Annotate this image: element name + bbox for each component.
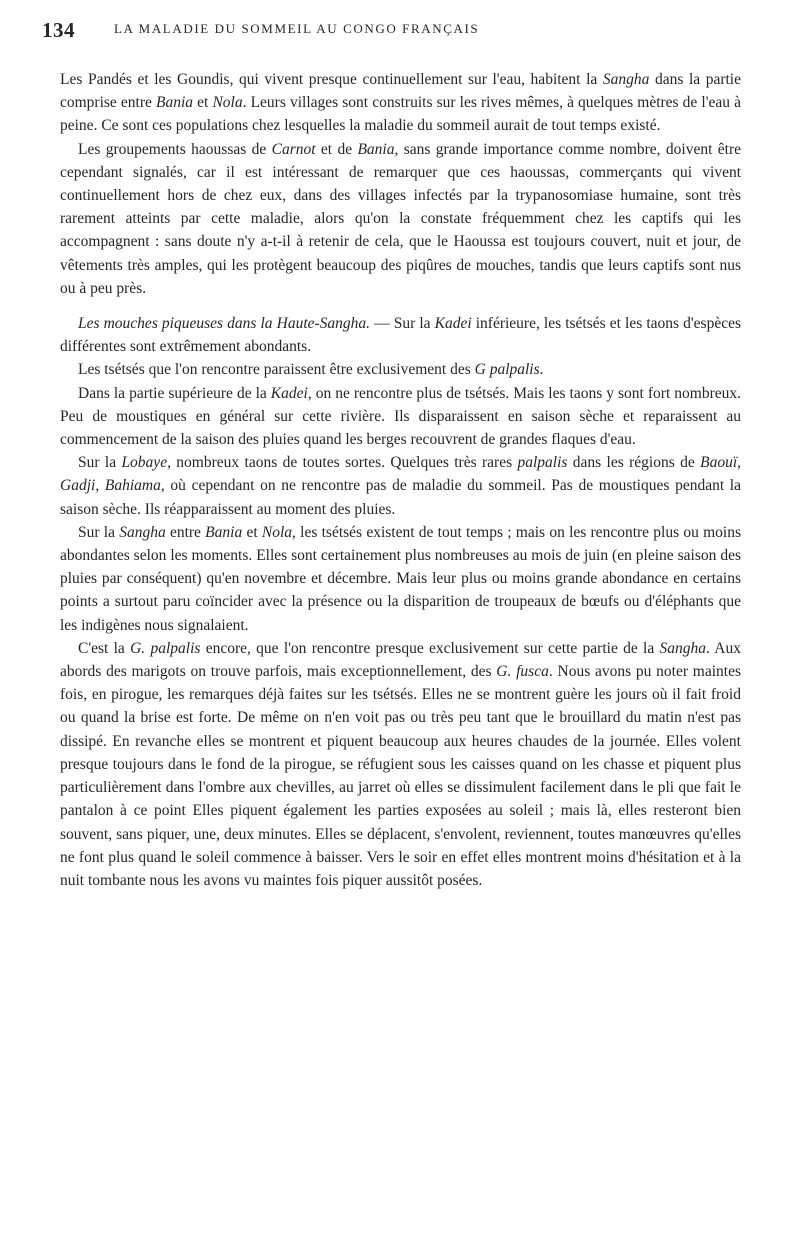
italic-text: Sangha [659, 639, 706, 657]
text-run: , nombreux taons de toutes sortes. Quelques très rares [167, 454, 518, 472]
paragraph [60, 138, 741, 300]
text-run: et [193, 94, 213, 112]
paragraph [60, 521, 741, 637]
text-run: . Aux abords des marigots on trouve parfois, mais exceptionnellement, des [60, 639, 741, 681]
text-run: Sur la [78, 523, 120, 541]
text-run: dans la partie comprise entre [60, 71, 741, 112]
italic-text: Lobaye [121, 454, 168, 472]
italic-text: Baouï [700, 454, 738, 472]
paragraph [60, 68, 741, 138]
text-run: et de [315, 140, 358, 158]
text-run: Les Pandés et les Goundis, qui vivent presque continuellement sur l'eau, habitent la [60, 71, 603, 88]
italic-text: Nola [212, 94, 243, 112]
page-number: 134 [42, 18, 75, 42]
italic-text: Carnot [271, 140, 316, 158]
text-run: Sur la [78, 454, 122, 472]
italic-text: Gadji [60, 477, 96, 495]
italic-text: G. palpalis [130, 639, 201, 657]
italic-text: Bania [205, 523, 243, 541]
italic-text: Bania [357, 140, 395, 158]
text-run: C'est la [78, 639, 131, 657]
text-run: , les tsétsés existent de tout temps ; mais on les rencontre plus ou moins abondantes selon les moments. Elles sont certainement plus nombreuses au mois de juin (en pleine saison des pluies par conséquent) qu'en novembre et décembre. Mais leur plus ou moins grande abondance en certains points a surtout paru coïncider avec la présence ou la disparition de troupeaux de bœufs ou d'éléphants que les indigènes nous signalaient. [60, 523, 741, 634]
text-run: — Sur la [370, 315, 435, 333]
section-paragraph [60, 312, 741, 358]
italic-text: Kadei [434, 315, 472, 333]
italic-text: Nola [261, 523, 293, 541]
text-run: , on ne rencontre plus de tsétsés. Mais les taons y sont fort nombreux. Peu de moustiques en général sur cette rivière. Ils disparaissent en saison sèche et reparaissent au commencement de la saison des pluies quand les berges recouvrent de grandes flaques d'eau. [60, 384, 741, 449]
italic-text: Bahiama [104, 477, 161, 495]
page-body [60, 68, 741, 892]
paragraph [60, 451, 741, 521]
text-run: Les groupements haoussas de [78, 140, 272, 158]
page-header [42, 18, 761, 48]
text-run: , [737, 454, 742, 472]
text-run: . Leurs villages sont construits sur les rives mêmes, à quelques mètres de l'eau à peine. Ce sont ces populations chez lesquelles la maladie du sommeil aurait de tout temps existé. [60, 94, 741, 135]
italic-text: G palpalis [474, 361, 540, 379]
text-run: dans les régions de [567, 454, 701, 472]
text-run: encore, que l'on rencontre presque exclusivement sur cette partie de la [200, 639, 660, 657]
italic-text: Sangha [119, 523, 166, 541]
paragraph [60, 382, 741, 452]
italic-text: Kadei [270, 384, 308, 402]
text-run: , sans grande importance comme nombre, doivent être cependant signalés, car il est intéressant de remarquer que ces haoussas, commerçants qui vivent continuellement hors de chez eux, dans des villages infectés par la trypanosomiase humaine, sont très rarement atteints par cette maladie, alors qu'on la constate fréquemment chez les captifs qui les accompagnent : sans doute n'y a-t-il à retenir de cela, que le Haoussa est toujours couvert, nuit et jour, de vêtements très amples, qui les protègent beaucoup des piqûres de mouches, tandis que leurs captifs sont nus ou à peu près. [60, 140, 741, 297]
text-run: , où cependant on ne rencontre pas de maladie du sommeil. Pas de moustiques pendant la saison sèche. Ils réapparaissent au moment des pluies. [60, 477, 741, 518]
text-run: . Nous avons pu noter maintes fois, en pirogue, les remarques déjà faites sur les tsétsés. Elles ne se montrent guère les jours où il fait froid ou quand la brise est forte. De même on n'en voit pas ou très peu tant que le brouillard du matin n'est pas dissipé. En revanche elles se montrent et piquent beaucoup aux heures chaudes de la journée. Elles volent presque toujours dans le fond de la pirogue, se réfugient sous les caisses quand on les chasse et piquent plus particulièrement dans l'ombre aux chevilles, au jarret où elles se dissimulent facilement dans le pli que fait le pantalon à ce point Elles piquent également les parties exposées au soleil ; mais là, elles resteront bien souvent, sans piquer, une, deux minutes. Elles se déplacent, s'envolent, reviennent, toutes manœuvres qu'elles ne font plus quand le soleil commence à baisser. Vers le soir en effet elles montrent moins d'hésitation et à la nuit tombante nous les avons vu maintes fois piquer aussitôt posées. [60, 663, 741, 889]
text-run: inférieure, les tsétsés et les taons d'espèces différentes sont extrêmement abondants. [60, 315, 742, 356]
italic-text: palpalis [517, 454, 568, 472]
text-run: et [242, 523, 262, 541]
italic-text: G. fusca [496, 663, 549, 681]
italic-text: Bania [156, 94, 194, 112]
text-run: Les tsétsés que l'on rencontre paraissent être exclusivement des [78, 361, 475, 379]
italic-text: Sangha [602, 71, 650, 88]
running-title: LA MALADIE DU SOMMEIL AU CONGO FRANÇAIS [114, 21, 480, 36]
text-run: , [95, 477, 105, 495]
paragraph [60, 358, 741, 381]
paragraph [60, 637, 741, 892]
italic-text: Les mouches piqueuses dans la Haute-Sangha. [78, 315, 371, 333]
text-run: . [539, 361, 544, 379]
text-run: entre [165, 523, 206, 541]
text-run: Dans la partie supérieure de la [78, 384, 271, 402]
